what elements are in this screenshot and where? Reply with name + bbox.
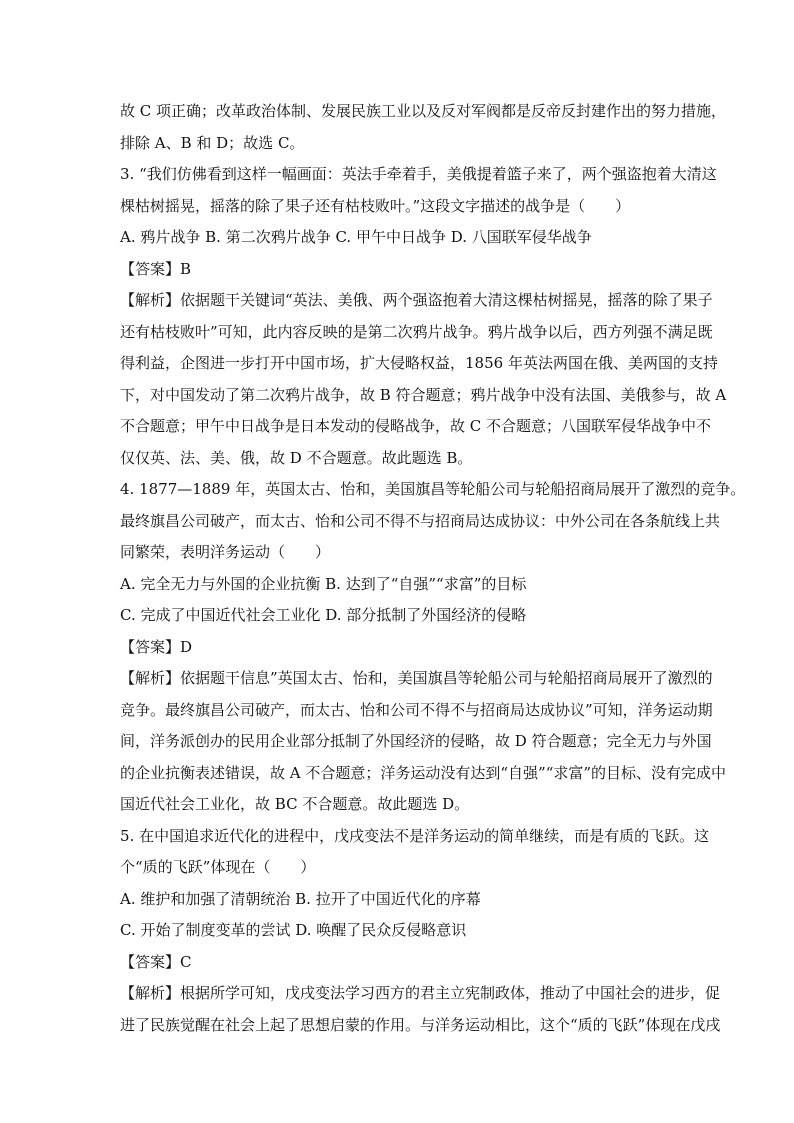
text-line: 故 C 项正确；改革政治体制、发展民族工业以及反对军阀都是反帝反封建作出的努力措施， xyxy=(120,102,727,120)
question-4-options: C. 完成了中国近代社会工业化 D. 部分抵制了外国经济的侵略 xyxy=(120,606,527,624)
question-3-stem: 3. “我们仿佛看到这样一幅画面：英法手牵着手，美俄提着篮子来了，两个强盗抱着大清这 xyxy=(120,165,717,183)
question-5-stem: 5. 在中国追求近代化的进程中，戊戌变法不是洋务运动的简单继续，而是有质的飞跃。这 xyxy=(120,826,710,845)
question-5-analysis: 进了民族觉醒在社会上起了思想启蒙的作用。与洋务运动相比，这个“质的飞跃”体现在戊戌 xyxy=(120,1015,721,1034)
question-3-analysis: 得利益，企图进一步打开中国市场，扩大侵略权益，1856 年英法两国在俄、美两国的支持 xyxy=(120,354,718,372)
question-4-answer: 【答案】D xyxy=(120,637,193,656)
question-4-analysis: 间，洋务派创办的民用企业部分抵制了外国经济的侵略，故 D 符合题意；完全无力与外国 xyxy=(120,732,712,750)
question-4-stem: 4. 1877—1889 年，英国太古、怡和，美国旗昌等轮船公司与轮船招商局展开了激烈的竞争。 xyxy=(120,480,746,498)
question-4-analysis: 国近代社会工业化，故 BC 不合题意。故此题选 D。 xyxy=(120,795,470,813)
question-3-stem: 棵枯树摇晃，摇落的除了果子还有枯枝败叶。”这段文字描述的战争是（ ） xyxy=(120,196,631,215)
question-5-options: A. 维护和加强了清朝统治 B. 拉开了中国近代化的序幕 xyxy=(120,889,481,908)
question-4-analysis: 的企业抗衡表述错误，故 A 不合题意；洋务运动没有达到“自强”“求富”的目标、没有完成中 xyxy=(120,763,727,782)
question-4-analysis: 竞争。最终旗昌公司破产，而太古、怡和公司不得不与招商局达成协议”可知，洋务运动期 xyxy=(120,700,713,719)
question-3-answer: 【答案】B xyxy=(120,259,192,278)
document-body xyxy=(120,96,746,1041)
question-3-analysis: 下，对中国发动了第二次鸦片战争，故 B 符合题意；鸦片战争中没有法国、美俄参与，故 A xyxy=(120,385,727,404)
question-3-options: A. 鸦片战争 B. 第二次鸦片战争 C. 甲午中日战争 D. 八国联军侵华战争 xyxy=(120,228,592,246)
question-4-options: A. 完全无力与外国的企业抗衡 B. 达到了“自强”“求富”的目标 xyxy=(120,574,527,593)
question-3-analysis: 还有枯枝败叶”可知，此内容反映的是第二次鸦片战争。鸦片战争以后，西方列强不满足既 xyxy=(120,322,713,341)
question-3-analysis: 【解析】依据题干关键词“英法、美俄、两个强盗抱着大清这棵枯树摇晃，摇落的除了果子 xyxy=(120,291,713,309)
question-3-analysis: 仅仅英、法、美、俄，故 D 不合题意。故此题选 B。 xyxy=(120,448,473,467)
question-3-analysis: 不合题意；甲午中日战争是日本发动的侵略战争，故 C 不合题意；八国联军侵华战争中不 xyxy=(120,417,712,435)
question-4-stem: 同繁荣，表明洋务运动（ ） xyxy=(120,543,331,561)
question-4-stem: 最终旗昌公司破产，而太古、怡和公司不得不与招商局达成协议：中外公司在各条航线上共 xyxy=(120,511,721,530)
text-line: 排除 A、B 和 D；故选 C。 xyxy=(120,133,305,152)
question-5-answer: 【答案】C xyxy=(120,952,192,971)
question-4-analysis: 【解析】依据题干信息”英国太古、怡和，美国旗昌等轮船公司与轮船招商局展开了激烈的 xyxy=(120,669,713,687)
question-5-stem: 个“质的飞跃”体现在（ ） xyxy=(120,858,316,876)
question-5-options: C. 开始了制度变革的尝试 D. 唤醒了民众反侵略意识 xyxy=(120,921,467,939)
question-5-analysis: 【解析】根据所学可知，戊戌变法学习西方的君主立宪制政体，推动了中国社会的进步，促 xyxy=(120,984,721,1002)
